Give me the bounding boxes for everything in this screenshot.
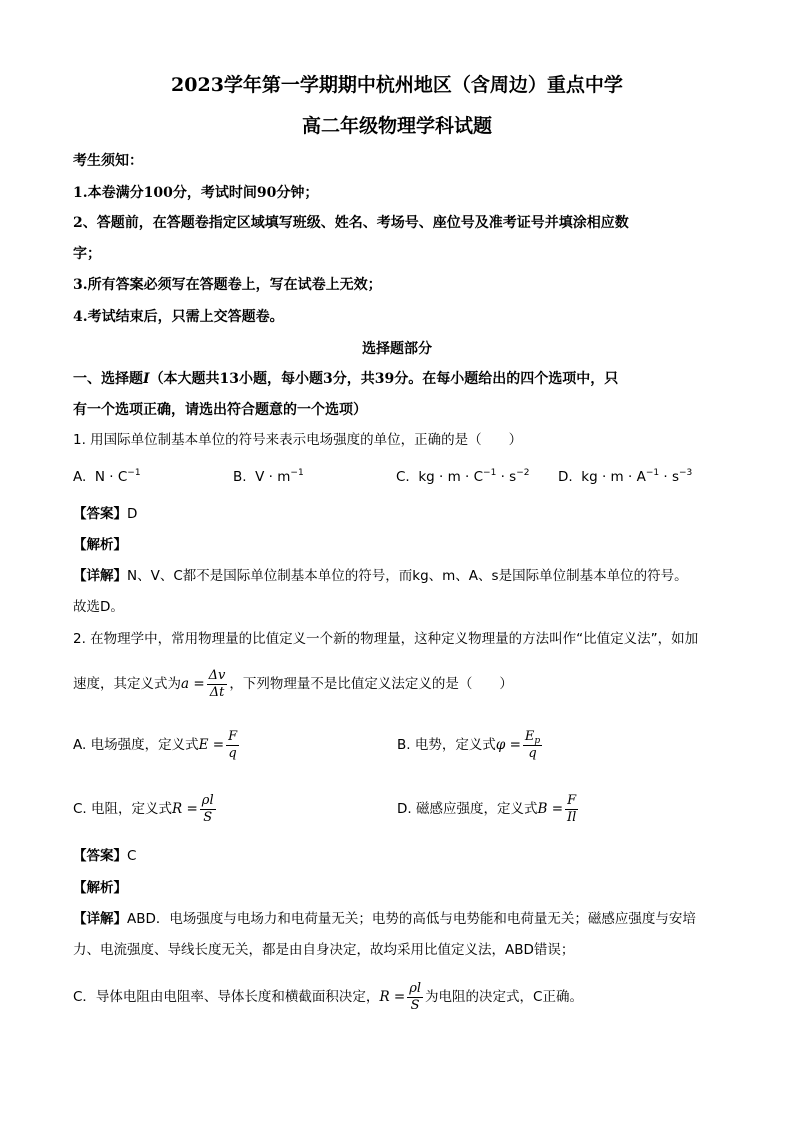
section-heading-cont: 有一个选项正确，请选出符合题意的一个选项）	[73, 402, 367, 418]
q2-detail-c-den: S	[410, 997, 420, 1013]
q1-option-c-sup1: −1	[483, 468, 497, 478]
q2-option-b-text: B. 电势，定义式	[397, 737, 496, 753]
q1-option-b-sup: −1	[290, 468, 304, 478]
q2-option-b-fraction	[523, 729, 542, 762]
q2-option-c-den: S	[203, 809, 213, 825]
q1-answer	[73, 505, 137, 523]
q1-option-a-text: N · C	[94, 469, 128, 485]
section-heading-a: 一、选择题	[73, 371, 143, 387]
q1-option-c	[396, 468, 530, 486]
q1-option-c-sup2: −2	[516, 468, 530, 478]
q2-option-c	[73, 789, 218, 829]
exam-subtitle: 高二年级物理学科试题	[301, 115, 492, 137]
q1-detail-conclusion: 故选D。	[73, 599, 124, 615]
q2-option-b	[397, 725, 544, 765]
q1-option-c-text: kg · m · C	[418, 469, 484, 485]
q2-stem-text: 速度，其定义式为	[73, 676, 181, 692]
q1-option-c-label: C.	[396, 469, 410, 485]
q2-option-b-num-main: E	[524, 728, 535, 744]
q2-detail-c	[73, 977, 583, 1017]
q2-option-a	[73, 725, 241, 765]
q2-analysis-tag: 【解析】	[73, 880, 127, 896]
q1-option-b-label: B.	[233, 469, 247, 485]
q2-option-d-text: D. 磁感应强度，定义式	[397, 801, 538, 817]
notice-item-3: 3.所有答案必须写在答题卷上，写在试卷上无效；	[73, 277, 382, 293]
q2-option-a-text: A. 电场强度，定义式	[73, 737, 199, 753]
section-heading-roman: I	[143, 371, 150, 387]
q2-option-c-fraction	[200, 793, 216, 826]
section-heading-b: （本大题共13小题，每小题3分，共39分。在每小题给出的四个选项中，只	[149, 371, 619, 387]
q1-stem: 1. 用国际单位制基本单位的符号来表示电场强度的单位，正确的是（ ）	[73, 432, 523, 448]
q1-option-d-text: kg · m · A	[581, 469, 646, 485]
q2-stem-cont	[73, 664, 513, 704]
q2-detail-c-lhs: R =	[379, 989, 406, 1005]
section-title: 选择题部分	[362, 341, 432, 357]
q1-analysis-tag: 【解析】	[73, 537, 127, 553]
q2-option-d-fraction	[565, 793, 578, 826]
q1-answer-value: D	[127, 506, 138, 522]
q2-stem-eq-lhs: a =	[181, 676, 205, 692]
q2-option-a-lhs: E =	[198, 737, 225, 753]
q1-option-c-text2: · s	[496, 469, 517, 485]
q2-stem-eq-num: Δv	[208, 667, 226, 683]
notice-item-4: 4.考试结束后，只需上交答题卷。	[73, 309, 284, 325]
q1-option-d	[558, 468, 692, 486]
q2-option-c-lhs: R =	[172, 801, 198, 817]
q2-detail-c-num: ρl	[409, 980, 422, 996]
q2-option-c-num: ρl	[201, 792, 214, 808]
q1-detail-tag: 【详解】	[73, 568, 127, 584]
q2-detail-tag: 【详解】	[73, 911, 127, 927]
q2-detail	[73, 910, 696, 928]
notice-item-2: 2、答题前，在答题卷指定区域填写班级、姓名、考场号、座位号及准考证号并填涂相应数	[73, 215, 629, 231]
q2-option-a-fraction	[226, 729, 239, 762]
q1-option-b	[233, 468, 304, 486]
q1-option-b-text: V · m	[255, 469, 291, 485]
q2-option-d	[397, 789, 580, 829]
q2-answer-tag: 【答案】	[73, 848, 127, 864]
q2-option-d-den: Il	[567, 809, 577, 825]
q2-detail-c-text-end: 为电阻的决定式，C正确。	[425, 989, 583, 1005]
q2-option-a-den: q	[228, 745, 237, 761]
notice-item-2-cont: 字；	[73, 246, 101, 262]
q2-detail-c-text: C．导体电阻由电阻率、导体长度和横截面积决定，	[73, 989, 380, 1005]
q2-option-a-num: F	[228, 728, 238, 744]
q2-option-b-den: q	[528, 745, 537, 761]
notice-heading: 考生须知：	[73, 153, 143, 169]
exam-title: 2023学年第一学期期中杭州地区（含周边）重点中学	[171, 74, 623, 96]
q2-detail-cont: 力、电流强度、导线长度无关，都是由自身决定，故均采用比值定义法，ABD错误；	[73, 942, 575, 958]
q2-stem-fraction	[207, 668, 228, 701]
q2-detail-text: ABD．电场强度与电场力和电荷量无关；电势的高低与电势能和电荷量无关；磁感应强度与安培	[127, 911, 696, 927]
q2-detail-c-fraction	[407, 981, 423, 1014]
q1-option-d-sup2: −3	[679, 468, 693, 478]
q2-option-d-num: F	[565, 793, 578, 810]
q1-answer-tag: 【答案】	[73, 506, 127, 522]
q1-option-a	[73, 468, 141, 486]
notice-item-1: 1.本卷满分100分，考试时间90分钟；	[73, 185, 319, 201]
q1-detail-text: N、V、C都不是国际单位制基本单位的符号，而kg、m、A、s是国际单位制基本单位的符号。	[127, 568, 688, 584]
q1-option-d-label: D.	[558, 469, 573, 485]
q2-option-b-num-sub: p	[534, 735, 541, 746]
q2-stem: 2. 在物理学中，常用物理量的比值定义一个新的物理量，这种定义物理量的方法叫作“比值定义法”，如加	[73, 631, 699, 647]
q1-option-d-sup1: −1	[645, 468, 660, 478]
q1-option-d-text2: · s	[659, 469, 680, 485]
q2-stem-text-end: ，下列物理量不是比值定义法定义的是（ ）	[229, 676, 513, 692]
q1-option-a-sup: −1	[127, 468, 141, 478]
q2-stem-eq-den: Δt	[209, 684, 225, 700]
q2-option-b-num	[523, 729, 542, 746]
q2-option-d-lhs: B =	[537, 801, 564, 817]
q2-answer	[73, 847, 136, 865]
q2-answer-value: C	[127, 848, 137, 864]
q1-detail	[73, 567, 688, 585]
q1-option-a-label: A.	[73, 469, 87, 485]
section-heading	[73, 370, 618, 388]
q2-option-c-text: C. 电阻，定义式	[73, 801, 173, 817]
q2-option-b-lhs: φ =	[495, 737, 521, 753]
